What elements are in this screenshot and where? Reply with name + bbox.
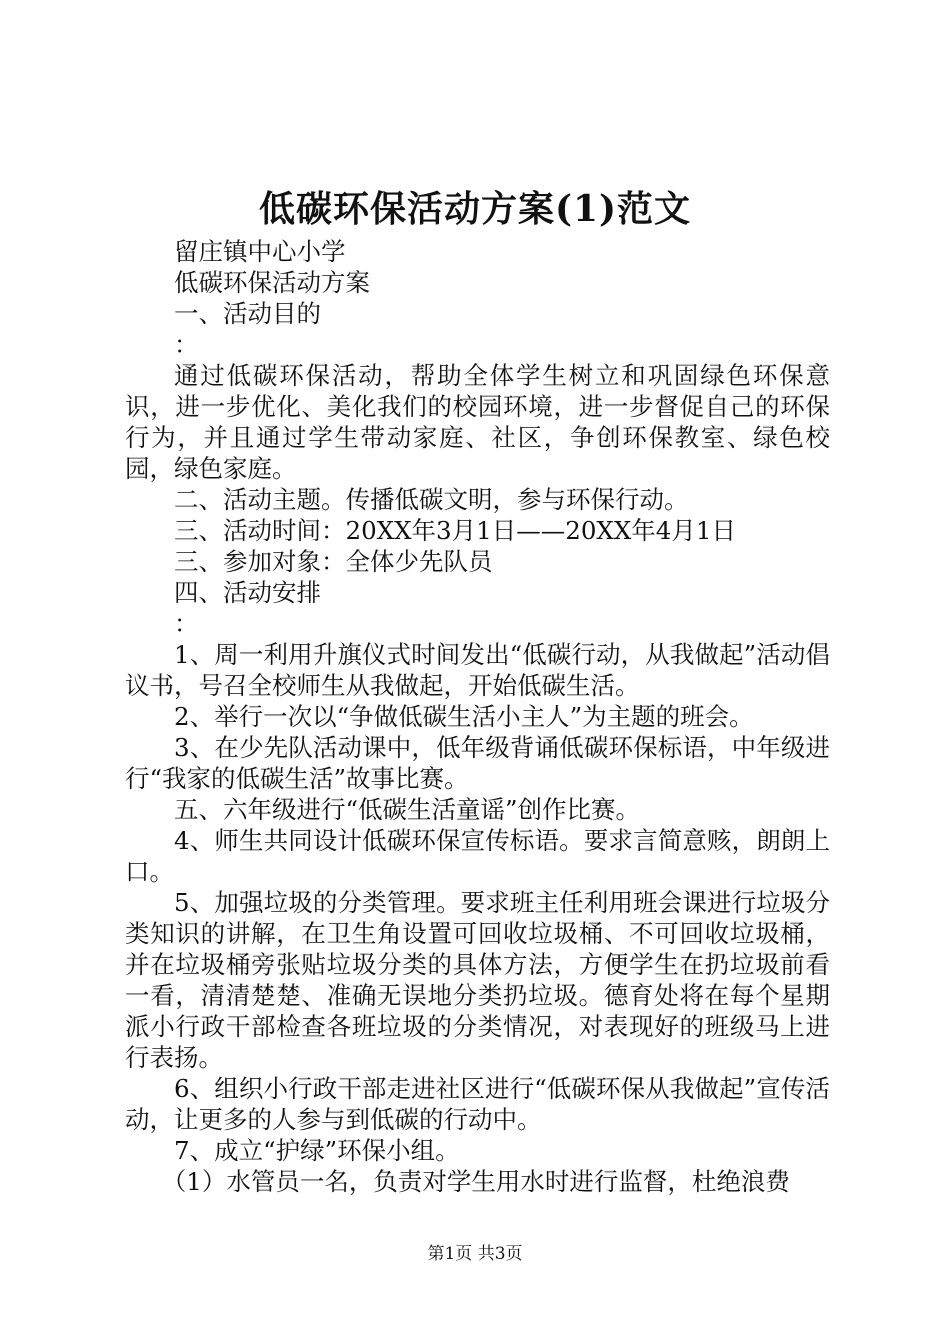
list-item-2: 2、举行一次以“争做低碳生活小主人”为主题的班会。 — [174, 702, 754, 731]
paragraph-purpose-text: 通过低碳环保活动，帮助全体学生树立和巩固绿色环保意识，进一步优化、美化我们的校园环境，进一步督促自己的环保行为，并且通过学生带动家庭、社区，争创环保教室、绿色校园，绿色家庭。 — [125, 361, 830, 483]
list-item-3: 3、在少先队活动课中，低年级背诵低碳环保标语，中年级进行“我家的低碳生活”故事比赛。 — [125, 733, 830, 793]
list-item-1: 1、周一利用升旗仪式时间发出“低碳行动，从我做起”活动倡议书，号召全校师生从我做起，开始低碳生活。 — [125, 640, 830, 700]
paragraph-school-name: 留庄镇中心小学 — [174, 237, 346, 266]
document-title: 低碳环保活动方案(1)范文 — [258, 188, 692, 230]
list-item-5: 5、加强垃圾的分类管理。要求班主任利用班会课进行垃圾分类知识的讲解，在卫生角设置可回收垃圾桶、不可回收垃圾桶，并在垃圾桶旁张贴垃圾分类的具体方法，方便学生在扔垃圾前看一看，清清楚楚、准确无误地分类扔垃圾。德育处将在每个星期派小行政干部检查各班垃圾的分类情况，对表现好的班级马上进行表扬。 — [125, 888, 830, 1072]
paragraph-plan-title: 低碳环保活动方案 — [174, 268, 370, 297]
list-item-3-continued: 五、六年级进行“低碳生活童谣”创作比赛。 — [174, 795, 641, 824]
list-item-6: 6、组织小行政干部走进社区进行“低碳环保从我做起”宣传活动，让更多的人参与到低碳的行动中。 — [125, 1074, 830, 1134]
paragraph-colon: ： — [174, 609, 199, 638]
page-footer: 第1页 共3页 — [427, 1244, 523, 1264]
paragraph-activity-theme: 二、活动主题。传播低碳文明，参与环保行动。 — [174, 485, 689, 514]
list-item-4: 4、师生共同设计低碳环保宣传标语。要求言简意赅，朗朗上口。 — [125, 826, 830, 886]
list-item-7: 7、成立“护绿”环保小组。 — [174, 1136, 460, 1165]
document-body — [125, 236, 830, 1197]
paragraph-participants: 三、参加对象：全体少先队员 — [174, 547, 493, 576]
paragraph-colon: ： — [174, 330, 199, 359]
heading-activity-arrangement: 四、活动安排 — [174, 578, 321, 607]
paragraph-activity-time: 三、活动时间：20XX年3月1日——20XX年4月1日 — [174, 516, 736, 545]
sub-item-1: （1）水管员一名，负责对学生用水时进行监督，杜绝浪费 — [161, 1167, 790, 1196]
heading-activity-purpose: 一、活动目的 — [174, 299, 321, 328]
